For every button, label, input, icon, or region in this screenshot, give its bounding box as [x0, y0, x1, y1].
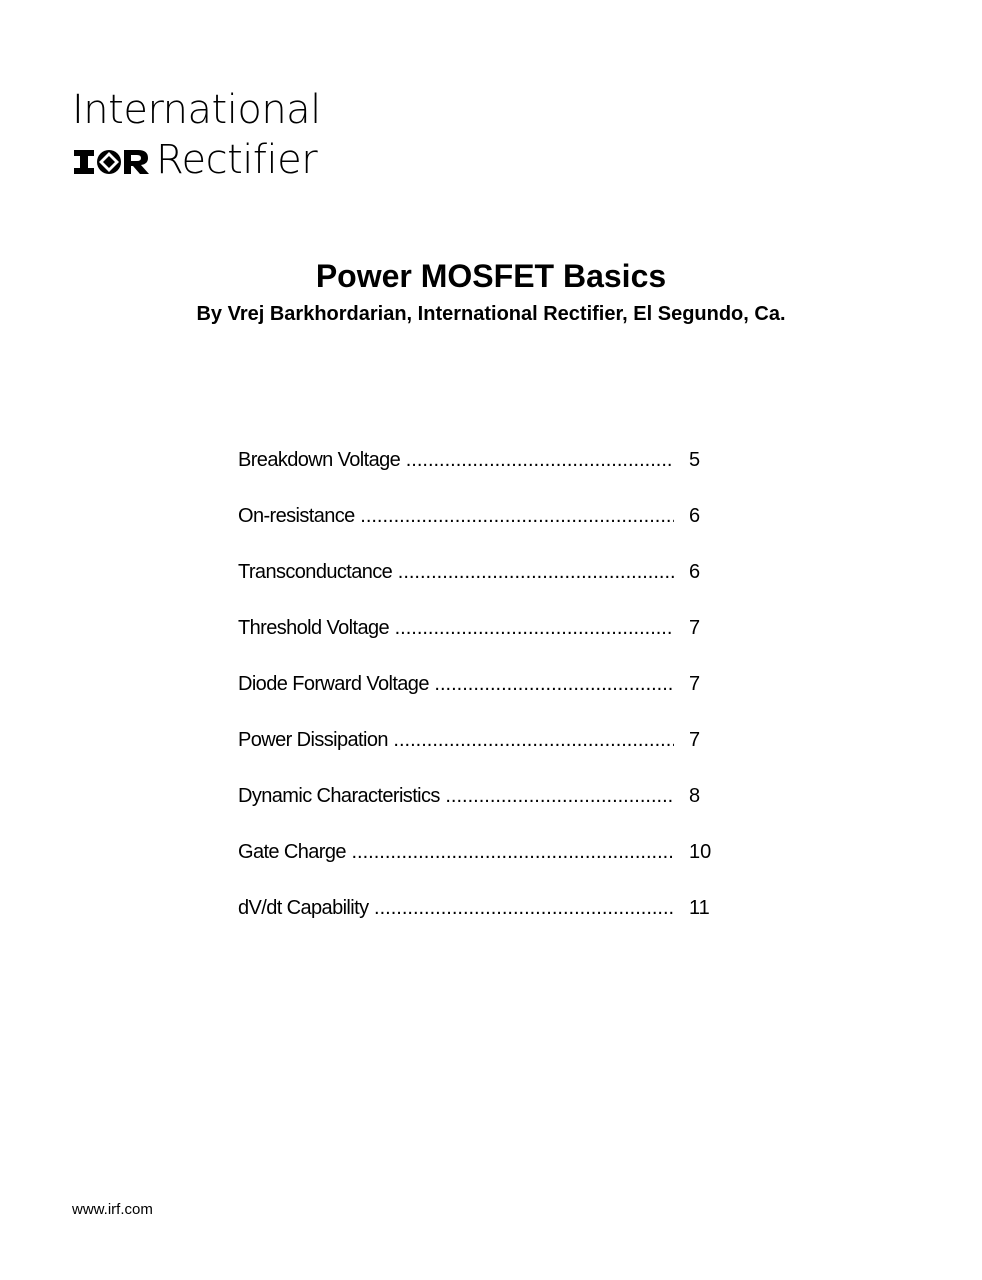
toc-entry-dynamic-characteristics[interactable]: [238, 782, 738, 838]
toc-entry-breakdown-voltage[interactable]: [238, 446, 738, 502]
toc-entry-label: Diode Forward Voltage .....: [238, 670, 674, 698]
toc-entry-dvdt-capability[interactable]: [238, 894, 738, 950]
toc-entry-label: Power Dissipation .....: [238, 726, 674, 754]
toc-entry-transconductance[interactable]: [238, 558, 738, 614]
toc-entry-page: 11: [689, 897, 710, 919]
table-of-contents: [238, 446, 738, 950]
toc-entry-threshold-voltage[interactable]: [238, 614, 738, 670]
toc-entry-label: On-resistance .....: [238, 502, 674, 530]
toc-entry-page: 10: [689, 841, 712, 863]
toc-entry-on-resistance[interactable]: [238, 502, 738, 558]
toc-entry-page: 7: [689, 617, 701, 639]
toc-entry-gate-charge[interactable]: [238, 838, 738, 894]
toc-entry-page: 8: [689, 785, 701, 807]
company-logo: [72, 86, 321, 186]
toc-entry-label: dV/dt Capability .....: [238, 894, 674, 922]
toc-entry-page: 6: [689, 505, 701, 527]
toc-entry-power-dissipation[interactable]: [238, 726, 738, 782]
toc-entry-page: 7: [689, 729, 701, 751]
toc-entry-page: 6: [689, 561, 701, 583]
toc-entry-label: Transconductance .....: [238, 558, 674, 586]
toc-entry-diode-forward-voltage[interactable]: [238, 670, 738, 726]
logo-word-international: International: [72, 87, 321, 133]
toc-entry-label: Threshold Voltage .....: [238, 614, 674, 642]
footer-website-link[interactable]: www.irf.com: [72, 1201, 153, 1218]
logo-word-rectifier: Rectifier: [156, 137, 318, 183]
toc-entry-label: Breakdown Voltage .....: [238, 446, 674, 474]
toc-entry-page: 7: [689, 673, 701, 695]
toc-entry-page: 5: [689, 449, 701, 471]
author-byline: By Vrej Barkhordarian, International Rectifier, El Segundo, Ca.: [196, 303, 786, 325]
ior-logo-icon: [74, 148, 150, 176]
document-title: Power MOSFET Basics: [315, 258, 667, 294]
toc-entry-label: Gate Charge .....: [238, 838, 674, 866]
toc-entry-label: Dynamic Characteristics .....: [238, 782, 674, 810]
